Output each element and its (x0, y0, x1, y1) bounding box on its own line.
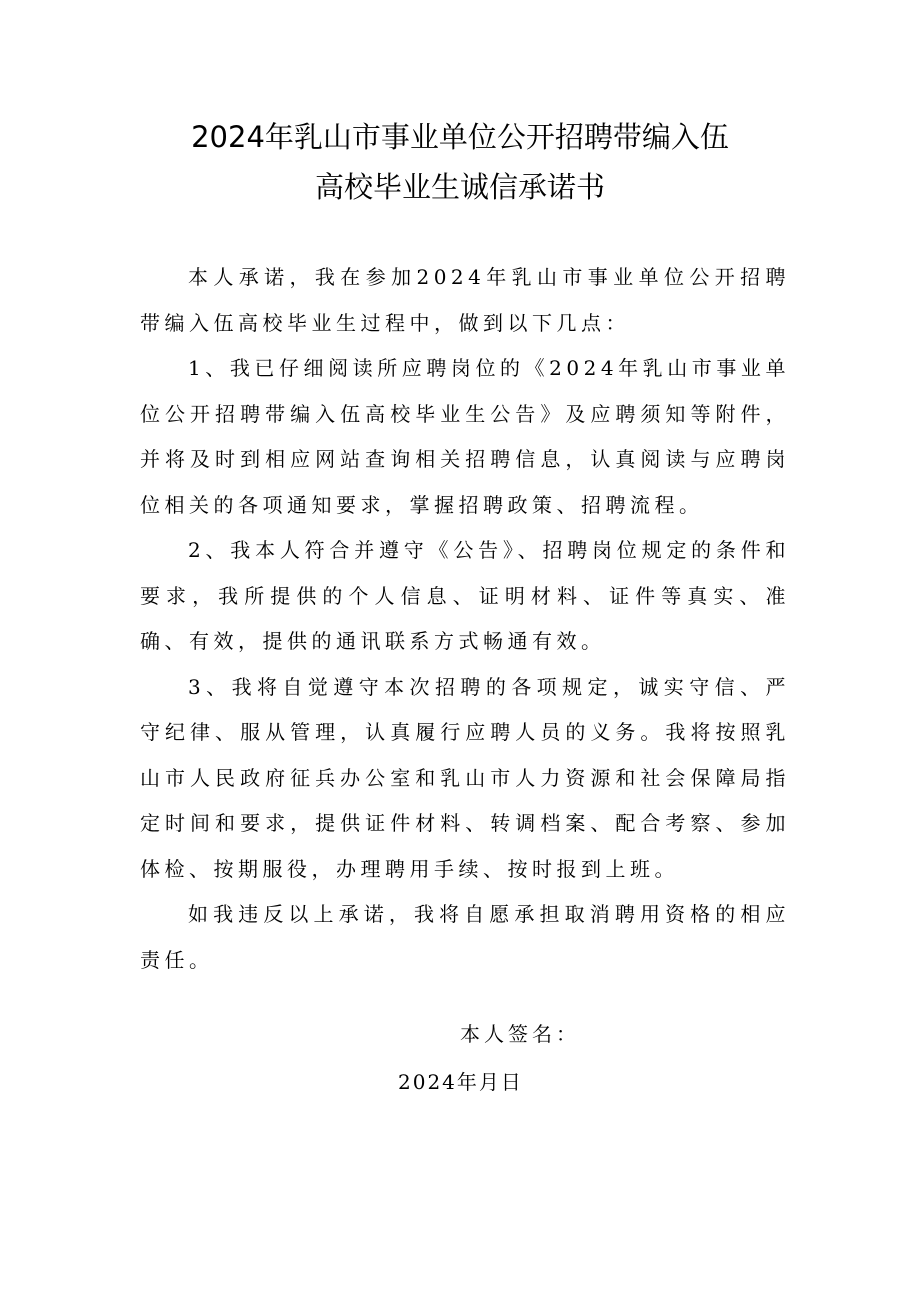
paragraph-intro: 本人承诺，我在参加2024年乳山市事业单位公开招聘带编入伍高校毕业生过程中，做到以下几点： (140, 265, 790, 335)
paragraph-item-1: 1、我已仔细阅读所应聘岗位的《2024年乳山市事业单位公开招聘带编入伍高校毕业生公告》及应聘须知等附件，并将及时到相应网站查询相关招聘信息，认真阅读与应聘岗位相关的各项通知要求，掌握招聘政策、招聘流程。 (140, 356, 790, 517)
date-line: 2024年月日 (398, 1070, 523, 1094)
document-title-line-1: 2024年乳山市事业单位公开招聘带编入伍 (191, 120, 729, 154)
document-body (140, 255, 790, 983)
paragraph-closing: 如我违反以上承诺，我将自愿承担取消聘用资格的相应责任。 (140, 902, 790, 972)
document-title-line-2: 高校毕业生诚信承诺书 (314, 170, 605, 204)
paragraph-item-2: 2、我本人符合并遵守《公告》、招聘岗位规定的条件和要求，我所提供的个人信息、证明材料、证件等真实、准确、有效，提供的通讯联系方式畅通有效。 (140, 538, 790, 653)
signature-label: 本人签名： (460, 1022, 580, 1046)
paragraph-item-3: 3、我将自觉遵守本次招聘的各项规定，诚实守信、严守纪律、服从管理，认真履行应聘人员的义务。我将按照乳山市人民政府征兵办公室和乳山市人力资源和社会保障局指定时间和要求，提供证件材料、转调档案、配合考察、参加体检、按期服役，办理聘用手续、按时报到上班。 (140, 674, 790, 881)
